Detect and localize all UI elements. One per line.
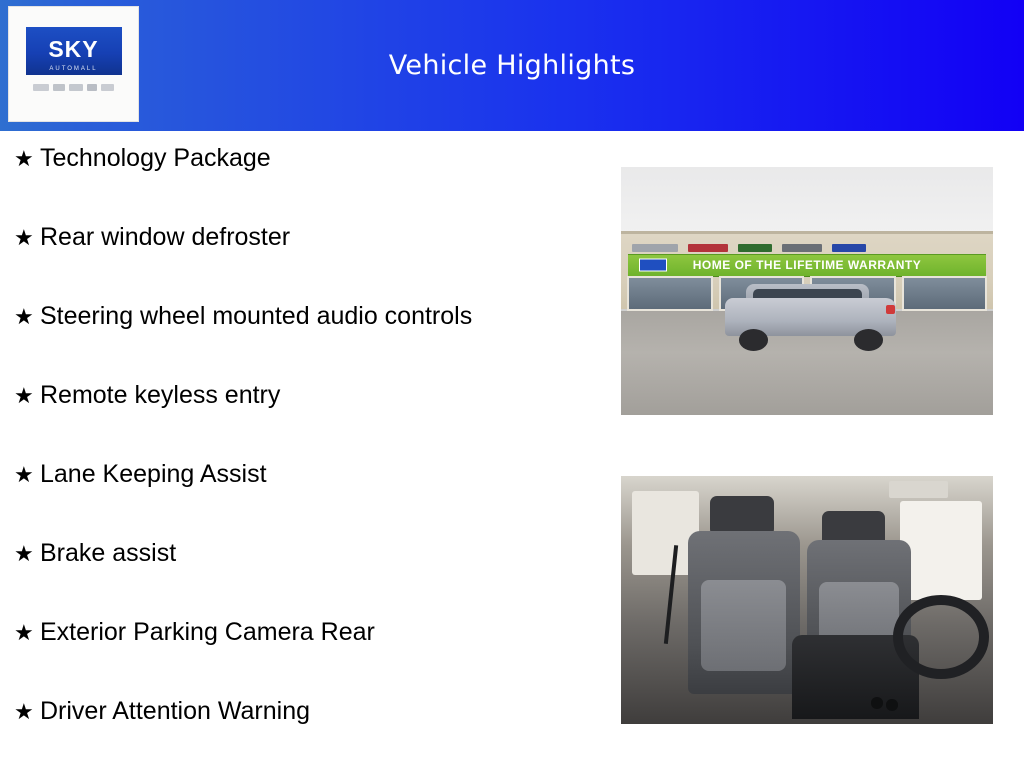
interior-cupholder — [886, 699, 899, 711]
list-item-label: Remote keyless entry — [40, 381, 281, 409]
banner-text: HOME OF THE LIFETIME WARRANTY — [692, 258, 922, 273]
list-item-label: Technology Package — [40, 144, 271, 172]
list-item-label: Lane Keeping Assist — [40, 460, 267, 488]
brand-mark-icon — [33, 84, 49, 91]
interior-headrest — [710, 496, 773, 536]
highlights-list — [8, 145, 608, 777]
slide-body — [0, 131, 1024, 768]
interior-steering-wheel — [893, 595, 990, 679]
slide-header — [0, 0, 1024, 131]
logo-brand-name: SKY — [48, 35, 99, 62]
star-icon: ★ — [14, 700, 34, 725]
star-icon: ★ — [14, 463, 34, 488]
sign-icon — [738, 244, 772, 252]
list-item — [8, 619, 608, 698]
window-pane — [902, 276, 988, 311]
logo-brand-strip — [26, 84, 122, 91]
list-item — [8, 145, 608, 224]
interior-windshield — [900, 501, 982, 600]
star-icon: ★ — [14, 147, 34, 172]
brand-mark-icon — [69, 84, 83, 91]
vehicle-taillight — [886, 305, 895, 314]
brand-mark-icon — [53, 84, 65, 91]
list-item — [8, 224, 608, 303]
logo-badge — [26, 27, 122, 75]
list-item-label: Rear window defroster — [40, 223, 291, 251]
list-item — [8, 698, 608, 777]
list-item-label: Exterior Parking Camera Rear — [40, 618, 375, 646]
list-item — [8, 461, 608, 540]
interior-seat-cushion — [701, 580, 786, 672]
list-item — [8, 382, 608, 461]
banner-logo-icon — [639, 259, 667, 272]
star-icon: ★ — [14, 384, 34, 409]
vehicle-wheel — [854, 329, 883, 351]
photo-vehicle — [725, 284, 896, 348]
window-pane — [627, 276, 713, 311]
list-item — [8, 303, 608, 382]
logo-inner — [26, 27, 122, 91]
star-icon: ★ — [14, 226, 34, 251]
vehicle-exterior-photo — [621, 167, 993, 415]
interior-sun-visor — [889, 481, 949, 498]
sign-icon — [782, 244, 822, 252]
vehicle-wheel — [739, 329, 768, 351]
photo-warranty-banner — [628, 254, 985, 277]
sign-icon — [832, 244, 866, 252]
vehicle-interior-photo — [621, 476, 993, 724]
star-icon: ★ — [14, 305, 34, 330]
dealer-logo — [8, 6, 139, 122]
brand-mark-icon — [87, 84, 97, 91]
sign-icon — [632, 244, 678, 252]
photo-brand-signs — [632, 241, 982, 253]
list-item-label: Brake assist — [40, 539, 177, 567]
interior-seat — [688, 531, 800, 695]
page-title: Vehicle Highlights — [388, 50, 636, 81]
brand-mark-icon — [101, 84, 114, 91]
list-item-label: Driver Attention Warning — [40, 697, 311, 725]
logo-sub-name: AUTOMALL — [49, 66, 98, 72]
star-icon: ★ — [14, 621, 34, 646]
sign-icon — [688, 244, 728, 252]
interior-cupholder — [871, 697, 884, 709]
star-icon: ★ — [14, 542, 34, 567]
list-item-label: Steering wheel mounted audio controls — [40, 302, 473, 330]
list-item — [8, 540, 608, 619]
